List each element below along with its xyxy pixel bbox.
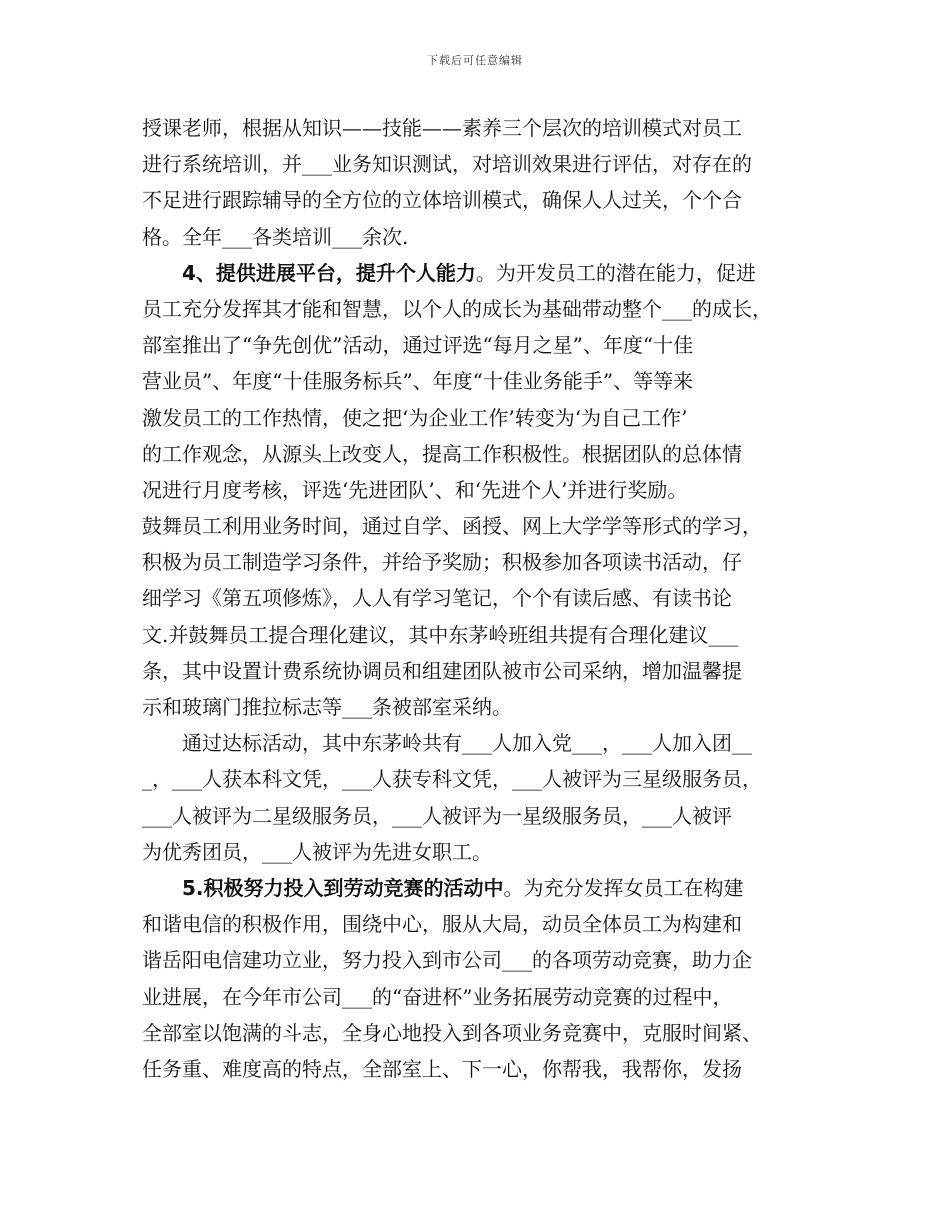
body-line: 员工充分发挥其才能和智慧，以个人的成长为基础带动整个___的成长， bbox=[142, 296, 772, 321]
page-header: 下载后可任意编辑 bbox=[427, 54, 523, 67]
section-5-heading: 5.积极努力投入到劳动竞赛的活动中 bbox=[182, 875, 504, 900]
body-line: 进行系统培训，并___业务知识测试，对培训效果进行评估，对存在的 bbox=[142, 152, 752, 177]
body-line: 和谐电信的积极作用，围绕中心，服从大局，动员全体员工为构建和 bbox=[142, 912, 742, 937]
body-line: 格。全年___各类培训___余次. bbox=[142, 224, 409, 249]
body-line: 谐岳阳电信建功立业，努力投入到市公司___的各项劳动竞赛，助力企 bbox=[142, 948, 752, 973]
body-line: 部室推出了“争先创优”活动，通过评选“每月之星”、年度“十佳 bbox=[142, 333, 694, 358]
section-5-line bbox=[142, 870, 814, 906]
section-4-heading: 4、提供进展平台，提升个人能力 bbox=[182, 260, 476, 285]
body-line: 业进展，在今年市公司___的“奋进杯”业务拓展劳动竞赛的过程中， bbox=[142, 984, 733, 1009]
section-4-text: 。为开发员工的潜在能力，促进 bbox=[475, 260, 756, 285]
body-line: 积极为员工制造学习条件，并给予奖励；积极参加各项读书活动，仔 bbox=[142, 550, 742, 575]
body-line: 鼓舞员工利用业务时间，通过自学、函授、网上大学学等形式的学习， bbox=[142, 514, 762, 539]
body-line: 不足进行跟踪辅导的全方位的立体培训模式，确保人人过关，个个合 bbox=[142, 188, 742, 213]
document-body bbox=[142, 110, 814, 1087]
body-line: 细学习《第五项修炼》，人人有学习笔记，个个有读后感、有读书论 bbox=[142, 586, 732, 611]
body-line: ___人被评为二星级服务员，___人被评为一星级服务员，___人被评 bbox=[142, 803, 732, 828]
body-line: 营业员”、年度“十佳服务标兵”、年度“十佳业务能手”、等等来 bbox=[142, 369, 694, 394]
body-line: _，___人获本科文凭，___人获专科文凭，___人被评为三星级服务员， bbox=[142, 767, 762, 792]
body-line: 为优秀团员，___人被评为先进女职工。 bbox=[142, 839, 492, 864]
section-4-line bbox=[142, 255, 814, 291]
body-line: 任务重、难度高的特点，全部室上、下一心，你帮我，我帮你，发扬 bbox=[142, 1056, 742, 1081]
body-line: 文.并鼓舞员工提合理化建议，其中东茅岭班组共提有合理化建议___ bbox=[142, 622, 739, 647]
paragraph-start-line: 通过达标活动，其中东茅岭共有___人加入党___，___人加入团__ bbox=[182, 731, 752, 756]
body-line: 激发员工的工作热情，使之把‘为企业工作’转变为‘为自己工作’ bbox=[142, 405, 688, 430]
body-line: 授课老师，根据从知识——技能——素养三个层次的培训模式对员工 bbox=[142, 116, 742, 140]
body-line: 全部室以饱满的斗志，全身心地投入到各项业务竞赛中，克服时间紧、 bbox=[142, 1020, 762, 1045]
body-line: 条，其中设置计费系统协调员和组建团队被市公司采纳，增加温馨提 bbox=[142, 658, 742, 683]
body-line: 的工作观念，从源头上改变人，提高工作积极性。根据团队的总体情 bbox=[142, 441, 742, 466]
body-line: 况进行月度考核，评选‘先进团队’、和‘先进个人’并进行奖励。 bbox=[142, 477, 688, 502]
section-5-text: 。为充分发挥女员工在构建 bbox=[503, 875, 744, 900]
body-line: 示和玻璃门推拉标志等___条被部室采纳。 bbox=[142, 695, 512, 719]
